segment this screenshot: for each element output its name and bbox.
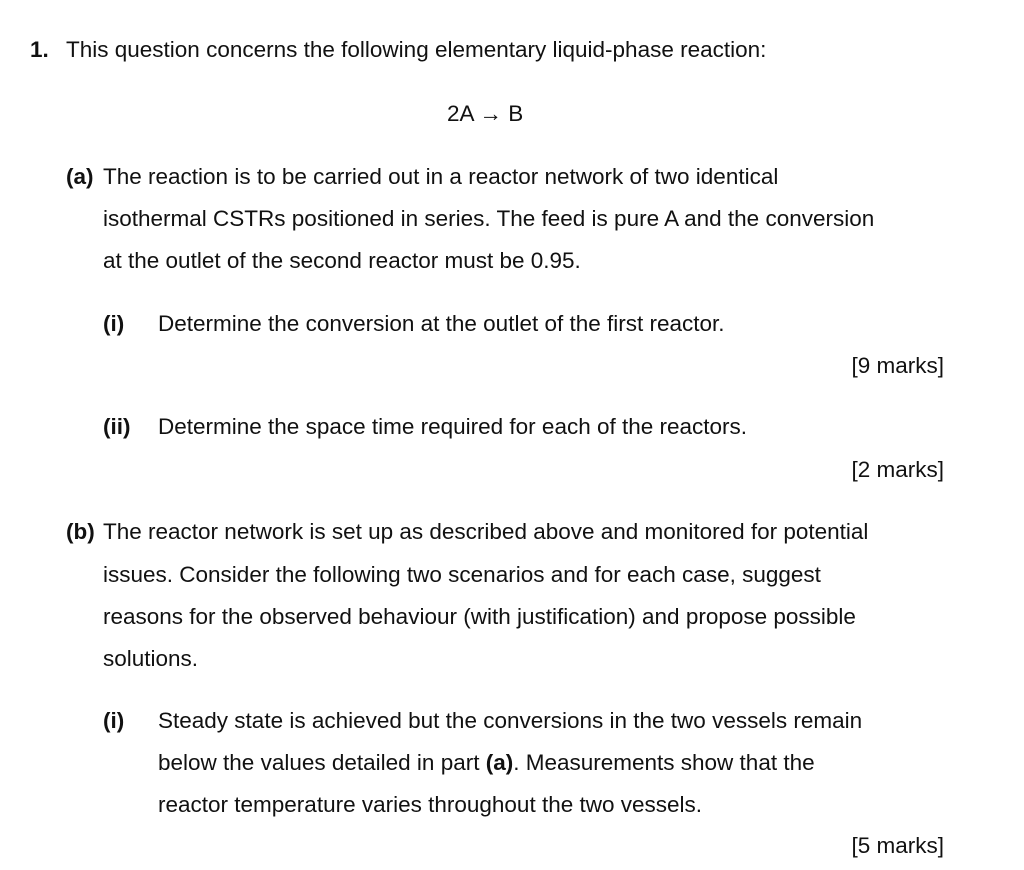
part-b-i-marks: [5 marks] — [851, 833, 944, 858]
part-b-i-line-2 — [158, 749, 815, 776]
question-intro: This question concerns the following elementary liquid-phase reaction: — [66, 37, 767, 62]
part-a-i-text: Determine the conversion at the outlet of the first reactor. — [158, 311, 725, 336]
part-b-line-2: issues. Consider the following two scenarios and for each case, suggest — [103, 562, 821, 587]
part-a-ii-text: Determine the space time required for each of the reactors. — [158, 414, 748, 439]
part-a-line-3: at the outlet of the second reactor must be 0.95. — [103, 248, 581, 273]
part-b-i-line-2-post: . Measurements show that the — [513, 750, 815, 775]
part-a-i-label: (i) — [103, 311, 125, 336]
part-a-ii-marks: [2 marks] — [851, 457, 944, 482]
part-a-i-marks: [9 marks] — [851, 353, 944, 378]
question-number: 1. — [30, 37, 49, 62]
part-a-line-1: The reaction is to be carried out in a reactor network of two identical — [103, 164, 779, 189]
part-a-reference: (a) — [485, 750, 514, 775]
part-b-i-line-3: reactor temperature varies throughout the two vessels. — [158, 792, 703, 817]
part-b-i-line-1: Steady state is achieved but the conversions in the two vessels remain — [158, 708, 863, 733]
part-b-label: (b) — [66, 519, 95, 544]
part-b-line-1: The reactor network is set up as described above and monitored for potential — [103, 519, 869, 544]
part-b-line-4: solutions. — [103, 646, 199, 671]
part-a-label: (a) — [66, 164, 94, 189]
part-b-i-line-2-pre: below the values detailed in part — [158, 750, 486, 775]
part-a-line-2: isothermal CSTRs positioned in series. The feed is pure A and the conversion — [103, 206, 875, 231]
part-a-ii-label: (ii) — [103, 414, 131, 439]
reaction-equation: 2A → B — [447, 101, 524, 126]
part-b-line-3: reasons for the observed behaviour (with justification) and propose possible — [103, 604, 856, 629]
part-b-i-label: (i) — [103, 708, 125, 733]
